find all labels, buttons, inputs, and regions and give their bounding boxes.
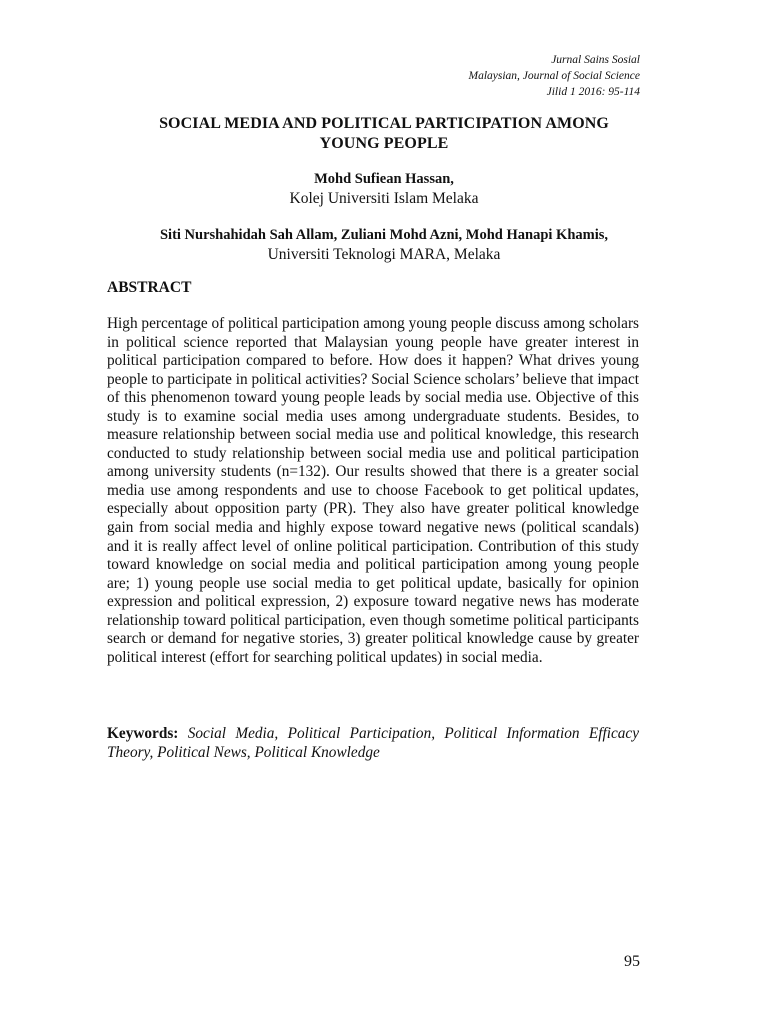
author-names-2: Siti Nurshahidah Sah Allam, Zuliani Mohd Azni, Mohd Hanapi Khamis, <box>159 227 609 243</box>
page-number: 95 <box>624 953 640 970</box>
keywords-paragraph <box>107 725 639 762</box>
keywords-text: Social Media, Political Participation, Political Information Efficacy Theory, Political News, Political Knowledge <box>107 725 639 761</box>
keywords-label: Keywords: <box>107 725 179 742</box>
paper-title-line-1: SOCIAL MEDIA AND POLITICAL PARTICIPATION AMONG <box>159 115 609 132</box>
journal-subtitle: Malaysian, Journal of Social Science <box>468 70 640 82</box>
abstract-heading: ABSTRACT <box>107 279 192 296</box>
journal-issue: Jilid 1 2016: 95-114 <box>546 86 640 98</box>
abstract-body: High percentage of political participation among young people discuss among scholars in political science reported that Malaysian young people have greater interest in political participation compared to before. How does it happen? What drives young people to participate in political activities? Social Science scholars’ believe that impact of this phenomenon toward young people leads by social media use. Objective of this study is to examine social media uses among undergraduate students. Besides, to measure relationship between social media use and political knowledge, this research conducted to study relationship between social media use and political participation among university students (n=132). Our results showed that there is a greater social media use among respondents and use to choose Facebook to get political updates, especially about opposition party (PR). They also have greater political knowledge gain from social media and highly expose toward negative news (political scandals) and it is really affect level of online political participation. Contribution of this study toward knowledge on social media and political participation among young people are; 1) young people use social media to get political update, basically for opinion expression and political expression, 2) exposure toward negative news has moderate relationship toward political participation, even though sometime political participants search or demand for negative stories, 3) greater political knowledge cause by greater political interest (effort for searching political updates) in social media. <box>107 315 639 666</box>
author-affiliation-1: Kolej Universiti Islam Melaka <box>289 190 479 207</box>
journal-name: Jurnal Sains Sosial <box>551 54 640 66</box>
author-block-1 <box>100 170 668 208</box>
journal-header <box>468 52 640 100</box>
author-block-2 <box>100 226 668 264</box>
author-affiliation-2: Universiti Teknologi MARA, Melaka <box>267 246 501 263</box>
paper-title-line-2: YOUNG PEOPLE <box>319 135 449 152</box>
paper-title <box>100 114 668 154</box>
author-names-1: Mohd Sufiean Hassan, <box>314 171 454 187</box>
